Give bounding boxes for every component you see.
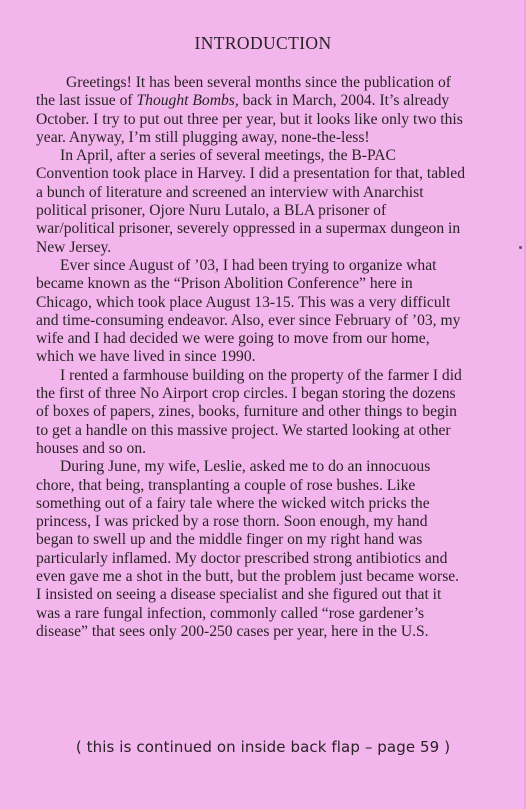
continuation-note: ( this is continued on inside back flap – page 59 ) [75, 738, 451, 756]
page-title: INTRODUCTION [194, 33, 332, 53]
body-text [36, 74, 468, 641]
paragraph-5: During June, my wife, Leslie, asked me to do an innocuous chore, that being, transplanting a couple of rose bushes. Like something out of a fairy tale where the wicked witch pricks the princess, I was pricked by a rose thorn. Soon enough, my hand began to swell up and the middle finger on my right hand was particularly inflamed. My doctor prescribed strong antibiotics and even gave me a shot in the butt, but the problem just became worse. I insisted on seeing a disease specialist and she figured out that it was a rare fungal infection, commonly called “rose gardener’s disease” that sees only 200-250 cases per year, here in the U.S. [36, 458, 460, 640]
paragraph-3: Ever since August of ’03, I had been trying to organize what became known as the “Prison Abolition Conference” here in Chicago, which took place August 13-15. This was a very difficult and time-consuming endeavor. Also, ever since February of ’03, my wife and I had decided we were going to move from our home, which we have lived in since 1990. [36, 256, 461, 366]
publication-title: Thought Bombs, [136, 92, 239, 110]
paragraph-2: In April, after a series of several meetings, the B-PAC Convention took place in Harvey. I did a presentation for that, tabled a bunch of literature and screened an interview with Anarchist political prisoner, Ojore Nuru Lutalo, a BLA prisoner of war/political prisoner, severely oppressed in a supermax dungeon in New Jersey. [36, 147, 465, 256]
paragraph-4: I rented a farmhouse building on the property of the farmer I did the first of three No Airport crop circles. I began storing the dozens of boxes of papers, zines, books, furniture and other things to begin to get a handle on this massive project. We started looking at other houses and so on. [36, 366, 462, 457]
print-speck [519, 246, 522, 249]
paragraph-1-after: back in March, 2004. It’s already October. I try to put out three per year, but it looks like only two this year. Anyway, I’m still plugging away, none-the-less! [36, 92, 463, 146]
paragraph-1-before: Greetings! It has been several months since the publication of the last issue of [36, 74, 451, 110]
paragraph-1 [36, 74, 468, 147]
